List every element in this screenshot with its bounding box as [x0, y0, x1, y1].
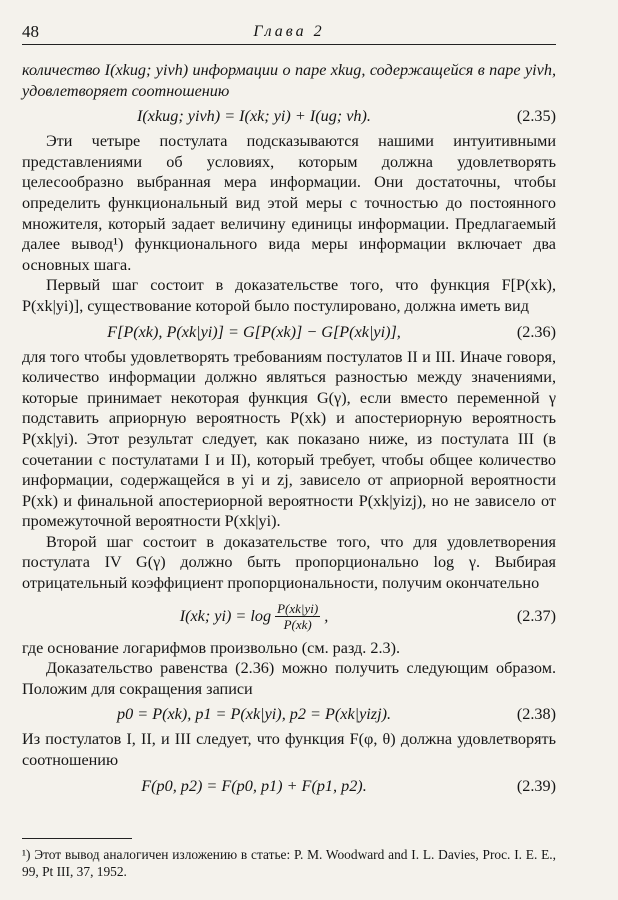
equation-2-35 — [22, 101, 556, 131]
paragraph-postulates: Эти четыре постулата подсказываются нашими интуитивными представлениями об условиях, которым должна удовлетворять целесообразно выбранная мера информации. Они достаточны, чтобы определить функциональный вид этой меры с точностью до постоянного множителя, который задает величину единицы информации. Предлагаемый далее вывод¹) функционального вида меры информации включает два основных шага. — [22, 132, 556, 274]
equation-2-37 — [22, 594, 556, 638]
equation-expression: F(p0, p2) = F(p0, p1) + F(p1, p2). — [141, 776, 367, 795]
paragraph-first-step: Первый шаг состоит в доказательстве того, что функция F[P(xk), P(xk|yi)], существование которой было постулировано, должна иметь вид — [22, 276, 556, 315]
paragraph-proof: Доказательство равенства (2.36) можно получить следующим образом. Положим для сокращения записи — [22, 659, 556, 698]
paragraph-log-base: где основание логарифмов произвольно (см. разд. 2.3). — [22, 638, 401, 657]
equation-lhs: I(xk; yi) = log — [179, 606, 272, 625]
fraction — [275, 601, 320, 632]
equation-expression: p0 = P(xk), p1 = P(xk|yi), p2 = P(xk|yizj). — [116, 705, 392, 724]
footnote-rule — [22, 838, 132, 839]
fraction-denominator: P(xk) — [283, 617, 312, 633]
page-number: 48 — [22, 22, 39, 41]
fraction-numerator: P(xk|yi) — [277, 601, 319, 617]
equation-expression: I(xkug; yivh) = I(xk; yi) + I(ug; vh). — [137, 107, 371, 126]
paragraph-second-step: Второй шаг состоит в доказательстве того, что для удовлетворения постулата IV G(γ) должно быть пропорционально log γ. Выбирая отрицательный коэффициент пропорциональности, получим окончательно — [22, 532, 556, 593]
page-body — [22, 60, 556, 801]
paragraph-postulates-relation: Из постулатов I, II, и III следует, что функция F(φ, θ) должна удовлетворять соотношению — [22, 730, 556, 770]
equation-tail: , — [324, 606, 329, 625]
equation-number: (2.35) — [516, 107, 556, 126]
equation-number: (2.37) — [516, 606, 556, 625]
equation-number: (2.38) — [516, 705, 556, 724]
equation-number: (2.36) — [516, 322, 556, 341]
equation-2-39 — [22, 771, 556, 801]
page-header — [22, 22, 556, 46]
header-rule — [22, 44, 556, 45]
equation-2-38 — [22, 699, 556, 729]
footnote: ¹) Этот вывод аналогичен изложению в статье: P. M. Woodward and I. L. Davies, Proc. I. E. E., 99, Pt III, 37, 1952. — [22, 847, 556, 879]
paragraph-intro: количество I(xkug; yivh) информации о паре xkug, содержащейся в паре yivh, удовлетворяет соотношению — [22, 61, 556, 100]
equation-expression: F[P(xk), P(xk|yi)] = G[P(xk)] − G[P(xk|yi)], — [107, 322, 401, 341]
equation-2-36 — [22, 317, 556, 347]
equation-expression — [22, 594, 486, 638]
equation-number: (2.39) — [516, 776, 556, 795]
paragraph-explanation: для того чтобы удовлетворять требованиям постулатов II и III. Иначе говоря, количество информации должно являться разностью между значениями, которые принимает некоторая функция G(γ), если вместо переменной γ подставить априорную вероятность P(xk) и апостериорную вероятность P(xk|yi). Этот результат следует, как показано ниже, из постулата III (в сочетании с постулатами I и II), который требует, чтобы общее количество информации, содержащейся в yi и zj, зависело от априорной вероятности P(xk) и финальной апостериорной вероятности P(xk|yizj), но не зависело от промежуточной вероятности P(xk|yi). — [22, 347, 556, 531]
chapter-title: Глава 2 — [253, 23, 325, 40]
